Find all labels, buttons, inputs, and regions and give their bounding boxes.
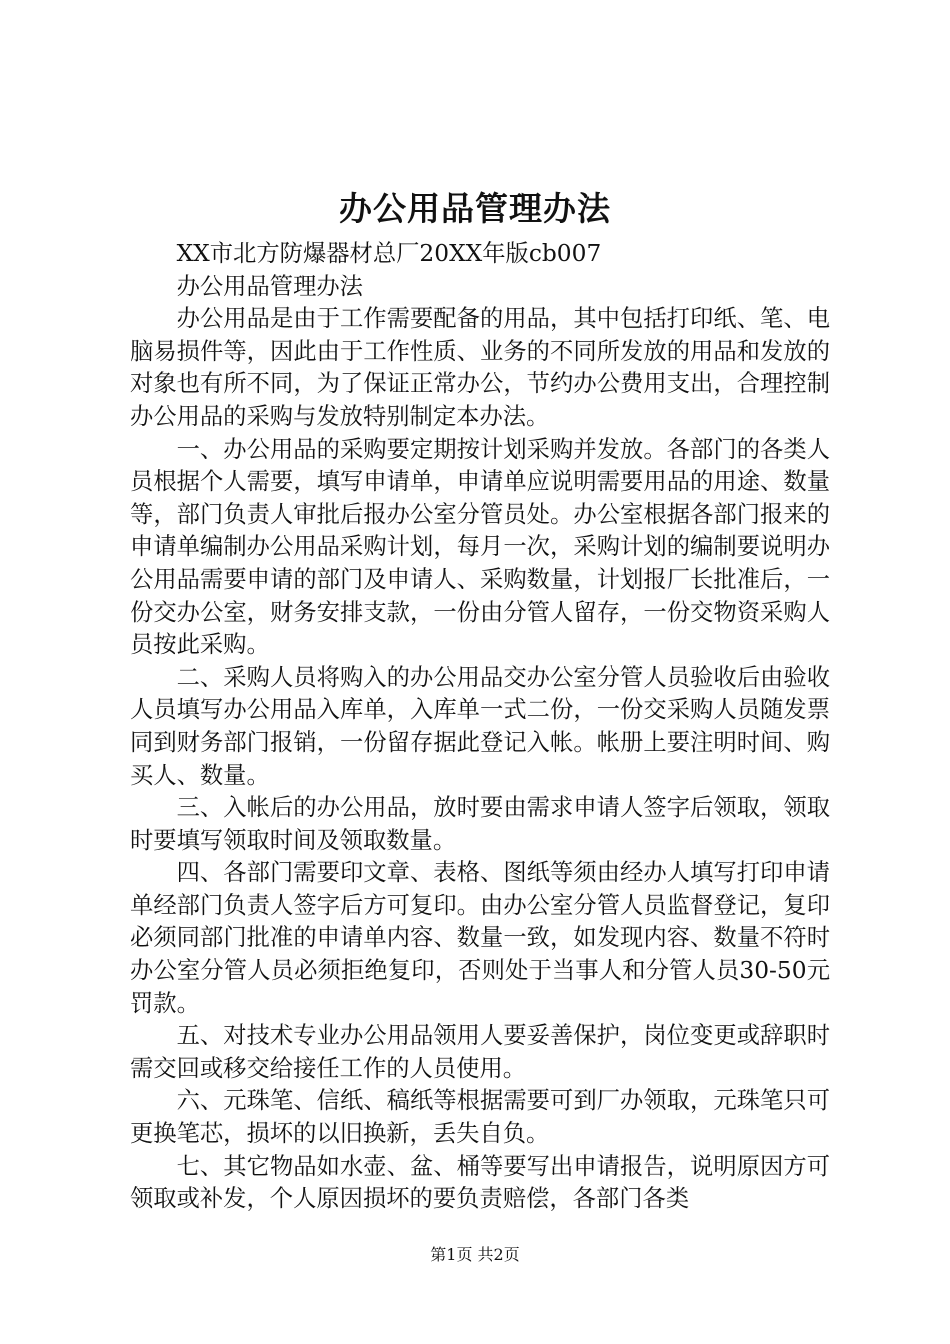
paragraph-header-line: XX市北方防爆器材总厂20XX年版cb007: [176, 240, 602, 267]
paragraph-section-2: 二、采购人员将购入的办公用品交办公室分管人员验收后由验收人员填写办公用品入库单，入库单一式二份，一份交采购人员随发票同到财务部门报销，一份留存据此登记入帐。帐册上要注明时间、购买人、数量。: [130, 663, 830, 789]
page-footer: 第1页 共2页: [430, 1245, 520, 1264]
document-body: [130, 238, 830, 1216]
paragraph-section-6: 六、元珠笔、信纸、稿纸等根据需要可到厂办领取，元珠笔只可更换笔芯，损坏的以旧换新，丢失自负。: [130, 1087, 830, 1148]
paragraph-subtitle: 办公用品管理办法: [176, 272, 363, 300]
document-title: 办公用品管理办法: [339, 189, 611, 228]
paragraph-intro: 办公用品是由于工作需要配备的用品，其中包括打印纸、笔、电脑易损件等，因此由于工作性质、业务的不同所发放的用品和发放的对象也有所不同，为了保证正常办公，节约办公费用支出，合理控制办公用品的采购与发放特别制定本办法。: [130, 305, 830, 430]
paragraph-section-1: 一、办公用品的采购要定期按计划采购并发放。各部门的各类人员根据个人需要，填写申请单，申请单应说明需要用品的用途、数量等，部门负责人审批后报办公室分管员处。办公室根据各部门报来的申请单编制办公用品采购计划，每月一次，采购计划的编制要说明办公用品需要申请的部门及申请人、采购数量，计划报厂长批准后，一份交办公室，财务安排支款，一份由分管人留存，一份交物资采购人员按此采购。: [130, 435, 830, 659]
paragraph-section-3: 三、入帐后的办公用品，放时要由需求申请人签字后领取，领取时要填写领取时间及领取数量。: [130, 794, 830, 854]
paragraph-section-4: 四、各部门需要印文章、表格、图纸等须由经办人填写打印申请单经部门负责人签字后方可复印。由办公室分管人员监督登记，复印必须同部门批准的申请单内容、数量一致，如发现内容、数量不符时办公室分管人员必须拒绝复印，否则处于当事人和分管人员30-50元罚款。: [130, 859, 830, 1017]
paragraph-section-5: 五、对技术专业办公用品领用人要妥善保护，岗位变更或辞职时需交回或移交给接任工作的人员使用。: [130, 1022, 830, 1082]
paragraph-section-7: 七、其它物品如水壶、盆、桶等要写出申请报告，说明原因方可领取或补发，个人原因损坏的要负责赔偿，各部门各类: [130, 1152, 830, 1213]
